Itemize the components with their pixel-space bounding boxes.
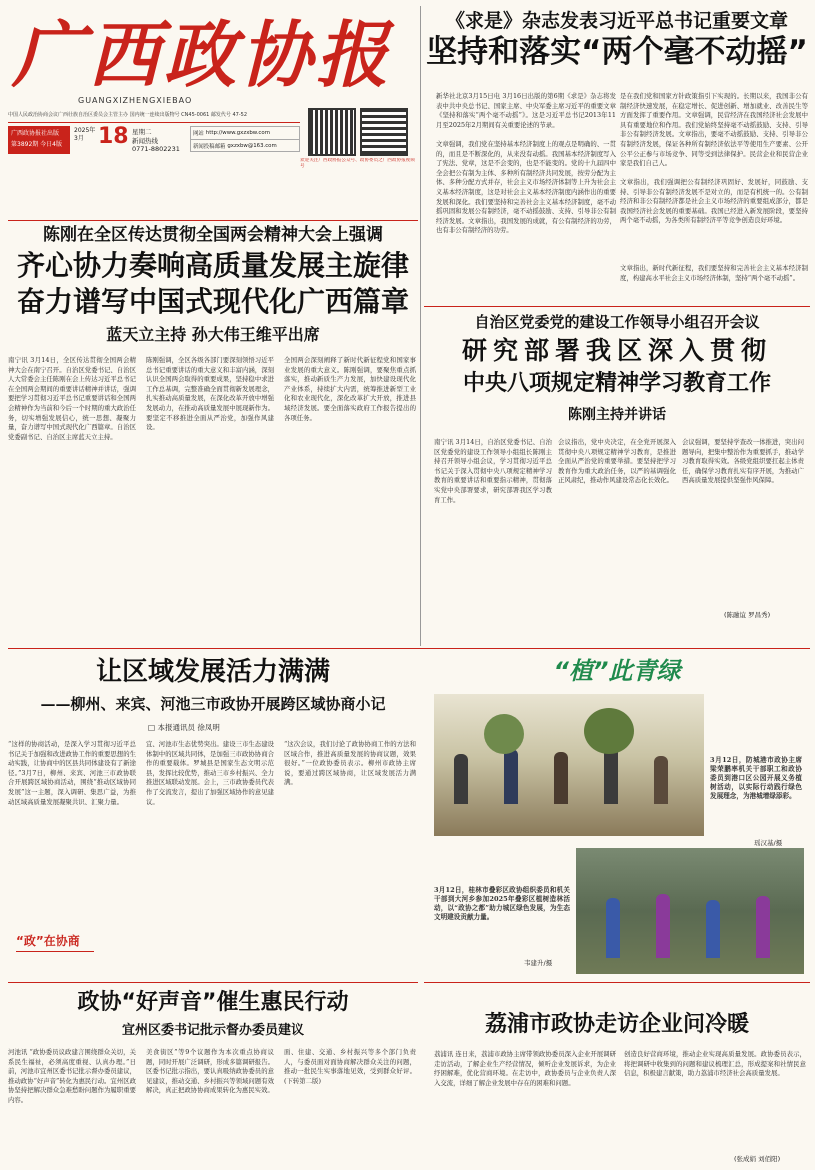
qr-code-icon[interactable] bbox=[308, 108, 356, 156]
lianghui-subhead: 蓝天立主持 孙大伟王维平出席 bbox=[106, 325, 320, 344]
date-label: 2025年3月 bbox=[74, 127, 96, 142]
quyu-col3: “这次会议，我们讨论了政协协商工作的方法和区域合作，推进高质量发展的协商议题，效果很好。”一位政协委员表示。柳州市政协主席说，要通过跨区域协商，让区域发展活力满满。 bbox=[284, 740, 416, 787]
quyu-col2: 宜、河池市生态优势突出。建设三市生态建设体制中的区域共同体，是加强三市政协协商合作的重要载体。罗城县是国家生态文明示范县，发挥比较优势，推动三市乡村振兴、全力推进区域联动发展。会上，三市政协委员代表作了交流发言，提出了加强区域协作的意见建议。 bbox=[146, 740, 274, 806]
photo-credit-2: 韦建升/摄 bbox=[524, 959, 553, 967]
lipu-story bbox=[424, 1006, 810, 1168]
lianghui-col3: 全国两会深刻阐释了新时代新征程党和国家事业发展的重大意义。陈刚强调，要聚焦重点抓落实，推动新质生产力发展，加快建设现代化产业体系，持续扩大内需，统筹推进新型工业化和农业现代化，深化改革扩大开放，推进县域经济发展。要全面落实政府工作报告提出的各项任务。 bbox=[284, 356, 416, 422]
quyu-subhead: ——柳州、来宾、河池三市政协开展跨区域协商小记 bbox=[40, 695, 386, 713]
top-story-col4: 文章指出，我们强调把公有制经济巩固好、发展好，同鼓励、支持、引导非公有制经济发展不是对立的，而是有机统一的。公有制经济和非公有制经济都是社会主义市场经济的重要组成部分，都是我国经济社会发展的重要基础。我国已经进入新发展阶段，要坚持两个毫不动摇，为各类所有制经济平等竞争创造良好环境。 bbox=[620, 178, 808, 225]
lipu-headline[interactable]: 荔浦市政协走访企业问冷暖 bbox=[484, 1012, 749, 1037]
forest-photo bbox=[576, 848, 804, 974]
logo-text: 广西政协报 bbox=[12, 12, 393, 97]
haoshengyin-col2: 美食街区”等9个议题作为本次重点协商议题，同时开展广泛调研，形成多篇调研报告。区委书记批示指出，要认真吸纳政协委员的意见建议，推动交通、乡村振兴等领域问题有效解决，真正把政协协商成果转化为惠民实效。 bbox=[146, 1048, 274, 1095]
top-story bbox=[424, 6, 810, 302]
photo-caption-1: 3月12日，防城港市政协主席梁荣鹏率机关干部职工和政协委员到港口区公园开展义务植树活动，以实际行动践行绿色发展理念，为港城增绿添彩。 bbox=[710, 756, 802, 800]
top-story-kicker: 《求是》杂志发表习近平总书记重要文章 bbox=[445, 10, 788, 30]
zheng-logo-text: “政”在协商 bbox=[16, 934, 80, 948]
huiyi-headline-2[interactable]: 中央八项规定精神学习教育工作 bbox=[462, 371, 771, 396]
top-story-lead: 新华社北京3月15日电 3月16日出版的第6期《求是》杂志将发表中共中央总书记、国家主席、中央军委主席习近平的重要文章《坚持和落实“两个毫不动摇”》。这是习近平总书记2013年11月至2025年2月期间有关重要论述的节录。 bbox=[436, 92, 616, 129]
weekday: 星期二 bbox=[132, 128, 152, 136]
huiyi-story bbox=[424, 310, 810, 644]
quyu-col1: “这样的协商活动，是深入学习贯彻习近平总书记关于加强和改进政协工作的重要思想的生动实践，让协商中的区县共同体建设有了新途径。”3月7日，柳州、来宾、河池三市政协联合开展跨区域协商活动，围绕“推动区域协同发展”这一主题，深入调研、集思广益，为推动区域高质量发展凝聚共识、汇聚力量。 bbox=[8, 740, 136, 806]
sponsor-line: 中国人民政治协商会议广西壮族自治区委员会主管主办 国内统一连续出版物号 CN45-0061 邮发代号 47-52 bbox=[8, 112, 248, 118]
top-story-col2: 文章强调，我们党在坚持基本经济制度上的观点是明确的、一贯的，而且是不断深化的，从来没有动摇。我国基本经济制度写入了宪法、党章，这是不会变的，也是不能变的。党的十九届四中全会把公有制为主体、多种所有制经济共同发展，按劳分配为主体、多种分配方式并存，社会主义市场经济体制等上升为社会主义基本经济制度，这是对社会主义基本经济制度内涵作出的重要发展和深化。我们要坚持和完善社会主义基本经济制度，毫不动摇巩固和发展公有制经济，毫不动摇鼓励、支持、引导非公有制经济发展。文章指出，我国发展的成就，有公有制经济的功劳，也有非公有制经济的功劳。 bbox=[436, 140, 616, 235]
huiyi-col2: 会议指出，党中央决定，在全党开展深入贯彻中央八项规定精神学习教育，是推进全面从严治党的重要举措。要坚持把学习教育作为重大政治任务，以严的基调强化正风肃纪，推动作风建设常态化长效化。 bbox=[558, 438, 676, 485]
tree-planting-photo bbox=[434, 694, 704, 836]
email-label: 新闻投稿邮箱 bbox=[193, 144, 226, 150]
photo-credit-1: 瑶汉基/摄 bbox=[754, 839, 783, 847]
quyu-headline[interactable]: 让区域发展活力满满 bbox=[95, 657, 330, 687]
huiyi-subhead: 陈刚主持并讲话 bbox=[568, 407, 666, 423]
haoshengyin-col1: 河池讯 “政协委员议政建言围绕群众关切，关系民生福祉，必须高度重视、认真办理。”日前，河池市宜州区委书记批示督办委员建议，推动政协“好声音”转化为惠民行动。宜州区政协坚持把解决群众急难愁盼问题作为履职重要内容。 bbox=[8, 1048, 136, 1104]
lianghui-col1: 南宁讯 3月14日，全区传达贯彻全国两会精神大会在南宁召开。自治区党委书记、自治区人大常委会主任陈刚在会上传达习近平总书记在全国两会期间的重要讲话精神并讲话，强调要把学习贯彻习近平总书记重要讲话和全国两会精神作为当前和今后一个时期的重大政治任务，切实增强发展信心，统一思想、凝聚力量，奋力谱写中国式现代化广西篇章。自治区党委副书记、自治区主席蓝天立主持。 bbox=[8, 356, 136, 441]
lianghui-story bbox=[8, 222, 418, 642]
issue-number: 第3892期 今日4版 bbox=[11, 141, 62, 148]
site-label: 网站 bbox=[193, 131, 204, 137]
haoshengyin-col3: 面、住建、交通、乡村振兴等多个部门负责人，与委员面对面协商解决群众关注的问题，推动一批民生实事落地见效，受到群众好评。(下转第二版) bbox=[284, 1048, 416, 1085]
lipu-col1: 荔浦讯 连日来，荔浦市政协主席带领政协委员深入企业开展调研走访活动，了解企业生产经营情况，倾听企业发展诉求，为企业纾困解难，优化营商环境。在走访中，政协委员与企业负责人深入交流，详细了解企业发展中存在的困难和问题。 bbox=[434, 1050, 616, 1087]
masthead bbox=[0, 0, 420, 220]
quyu-story bbox=[8, 652, 418, 972]
edition-name: 广西政协报社出版 bbox=[11, 130, 60, 137]
quyu-byline: □ 本报通讯员 徐凤明 bbox=[148, 723, 220, 732]
zheng-logo bbox=[16, 930, 94, 952]
date-day: 18 bbox=[98, 124, 129, 149]
haoshengyin-subhead: 宜州区委书记批示督办委员建议 bbox=[121, 1023, 304, 1038]
huiyi-headline-1[interactable]: 研究部署我区深入贯彻 bbox=[461, 336, 772, 365]
top-story-col4b: 文章指出，新时代新征程，我们要坚持和完善社会主义基本经济制度，构建高水平社会主义市场经济体制，坚持“两个毫不动摇”。 bbox=[620, 264, 808, 282]
qr-caption: 欢迎关注广西政协报公众号、政协委员之广西政协报视频号 bbox=[300, 158, 415, 169]
huiyi-col3: 会议强调，要坚持学查改一体推进，突出问题导向，把集中整治作为重要抓手，推动学习教育取得实效。各级党组织要扛起主体责任，确保学习教育扎实有序开展，为推动广西高质量发展提供坚强作风保障。 bbox=[682, 438, 804, 485]
lianghui-headline-2[interactable]: 奋力谱写中国式现代化广西篇章 bbox=[16, 285, 409, 318]
photo-caption-2: 3月12日，桂林市叠彩区政协组织委员和机关干部到大河乡参加2025年叠彩区植树造林活动，以“政协之都”助力城区绿色发展，为生态文明建设贡献力量。 bbox=[434, 886, 570, 921]
site-link[interactable]: http://www.gxzxbw.com bbox=[205, 130, 270, 136]
zhisheng-story bbox=[424, 652, 810, 978]
haoshengyin-story bbox=[8, 986, 418, 1168]
lipu-author: (张成娟 刘佰阳) bbox=[734, 1155, 781, 1163]
top-story-col3: 是在我们党和国家方针政策指引下实现的。长期以来，我国非公有制经济快速发展，在稳定增长、促进创新、增加就业、改善民生等方面发挥了重要作用。文章强调，民营经济在我国经济社会发展中具有重要地位和作用。我们党始终坚持毫不动摇鼓励、支持、引导非公有制经济发展。文章指出，要毫不动摇鼓励、支持、引导非公有制经济发展，保证各种所有制经济依法平等使用生产要素、公开公平公正参与市场竞争、同等受到法律保护。民营企业和民营企业家是我们自己人。 bbox=[620, 92, 808, 168]
lianghui-headline-1[interactable]: 齐心协力奏响高质量发展主旋律 bbox=[16, 249, 409, 282]
lianghui-col2: 陈刚强调，全区各级各部门要深刻领悟习近平总书记重要讲话的重大意义和丰富内涵，深刻认识全国两会取得的重要成果，坚持稳中求进工作总基调，完整准确全面贯彻新发展理念，扎实推动高质量发展，在深化改革开放中增强发展动力，在推动高质量发展中展现新作为。要坚定不移推进全面从严治党，加强作风建设。 bbox=[146, 356, 274, 432]
top-story-headline[interactable]: 坚持和落实“两个毫不动摇” bbox=[426, 34, 808, 70]
huiyi-kicker: 自治区党委党的建设工作领导小组召开会议 bbox=[474, 313, 760, 331]
qr-code-icon[interactable] bbox=[360, 108, 408, 156]
hotline: 0771-8802231 bbox=[132, 145, 180, 153]
edition-badge bbox=[8, 126, 70, 154]
haoshengyin-headline[interactable]: 政协“好声音”催生惠民行动 bbox=[77, 990, 349, 1015]
pinyin-line: GUANGXIZHENGXIEBAO bbox=[78, 96, 193, 105]
lianghui-kicker: 陈刚在全区传达贯彻全国两会精神大会上强调 bbox=[43, 225, 383, 245]
lipu-col2: 创造良好营商环境，推动企业实现高质量发展。政协委员表示，将把调研中收集到的问题和建议梳理汇总，形成提案和社情民意信息，积极建言献策，助力荔浦市经济社会高质量发展。 bbox=[624, 1050, 806, 1078]
hotline-label: 新闻热线 bbox=[132, 137, 158, 145]
huiyi-col1: 南宁讯 3月14日，自治区党委书记、自治区党委党的建设工作领导小组组长陈刚主持召开领导小组会议，学习贯彻习近平总书记关于深入贯彻中央八项规定精神学习教育的重要讲话和重要指示精神，贯彻落实党中央部署要求，研究部署我区学习教育工作。 bbox=[434, 438, 552, 504]
huiyi-author: (陈融谊 罗昌秀) bbox=[724, 611, 771, 619]
zhisheng-kicker[interactable]: “植”此青绿 bbox=[553, 657, 681, 685]
newspaper-logo bbox=[8, 6, 408, 98]
email-link[interactable]: gxzxbw@163.com bbox=[227, 143, 277, 149]
